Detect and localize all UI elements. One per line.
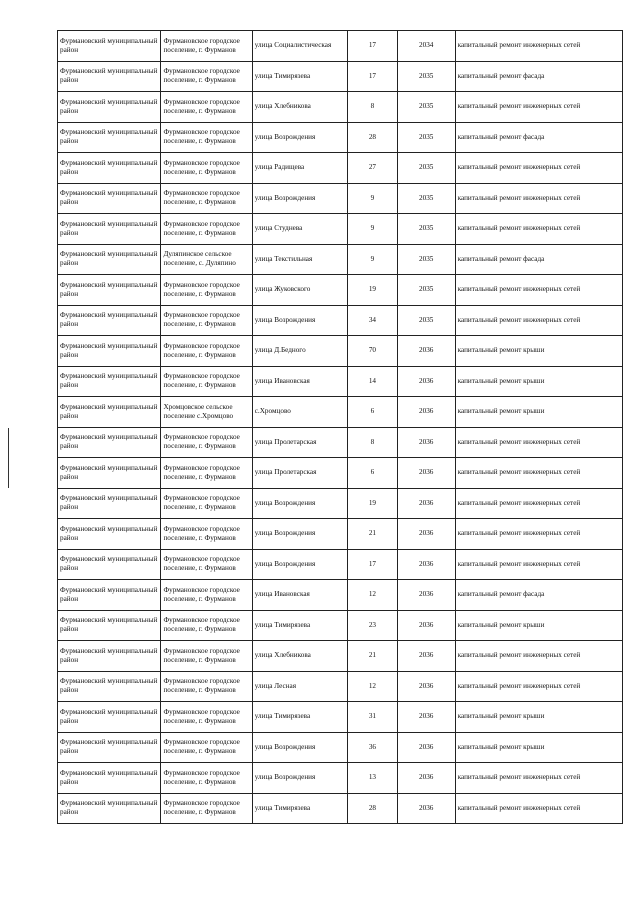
table-row xyxy=(58,580,623,611)
settlement-cell: Фурмановское городское поселение, г. Фурманов xyxy=(161,763,252,794)
table-row xyxy=(58,275,623,306)
district-cell: Фурмановский муниципальный район xyxy=(58,427,161,458)
year-cell: 2035 xyxy=(397,275,455,306)
year-cell: 2035 xyxy=(397,183,455,214)
settlement-cell: Фурмановское городское поселение, г. Фурманов xyxy=(161,519,252,550)
street-cell: улица Ивановская xyxy=(252,580,347,611)
settlement-cell: Фурмановское городское поселение, г. Фурманов xyxy=(161,153,252,184)
work-type-cell: капитальный ремонт инженерных сетей xyxy=(455,275,622,306)
house-number-cell: 27 xyxy=(348,153,398,184)
street-cell: улица Возрождения xyxy=(252,763,347,794)
house-number-cell: 36 xyxy=(348,732,398,763)
settlement-cell: Фурмановское городское поселение, г. Фурманов xyxy=(161,610,252,641)
street-cell: улица Жуковского xyxy=(252,275,347,306)
street-cell: улица Пролетарская xyxy=(252,427,347,458)
street-cell: улица Возрождения xyxy=(252,183,347,214)
street-cell: улица Текстильная xyxy=(252,244,347,275)
year-cell: 2036 xyxy=(397,610,455,641)
house-number-cell: 14 xyxy=(348,366,398,397)
work-type-cell: капитальный ремонт фасада xyxy=(455,61,622,92)
year-cell: 2035 xyxy=(397,244,455,275)
street-cell: улица Возрождения xyxy=(252,488,347,519)
settlement-cell: Фурмановское городское поселение, г. Фурманов xyxy=(161,641,252,672)
street-cell: с.Хромцово xyxy=(252,397,347,428)
district-cell: Фурмановский муниципальный район xyxy=(58,732,161,763)
district-cell: Фурмановский муниципальный район xyxy=(58,183,161,214)
house-number-cell: 9 xyxy=(348,244,398,275)
settlement-cell: Фурмановское городское поселение, г. Фурманов xyxy=(161,458,252,489)
house-number-cell: 28 xyxy=(348,793,398,824)
table-row xyxy=(58,488,623,519)
district-cell: Фурмановский муниципальный район xyxy=(58,214,161,245)
year-cell: 2036 xyxy=(397,763,455,794)
settlement-cell: Фурмановское городское поселение, г. Фурманов xyxy=(161,366,252,397)
work-type-cell: капитальный ремонт инженерных сетей xyxy=(455,641,622,672)
year-cell: 2036 xyxy=(397,519,455,550)
street-cell: улица Д.Бедного xyxy=(252,336,347,367)
table-row xyxy=(58,519,623,550)
street-cell: улица Тимирязева xyxy=(252,61,347,92)
table-row xyxy=(58,244,623,275)
table-row xyxy=(58,427,623,458)
district-cell: Фурмановский муниципальный район xyxy=(58,763,161,794)
district-cell: Фурмановский муниципальный район xyxy=(58,122,161,153)
district-cell: Фурмановский муниципальный район xyxy=(58,549,161,580)
table-row xyxy=(58,702,623,733)
table-row xyxy=(58,61,623,92)
work-type-cell: капитальный ремонт фасада xyxy=(455,244,622,275)
work-type-cell: капитальный ремонт крыши xyxy=(455,610,622,641)
house-number-cell: 8 xyxy=(348,92,398,123)
table-row xyxy=(58,122,623,153)
table-row xyxy=(58,153,623,184)
year-cell: 2035 xyxy=(397,92,455,123)
work-type-cell: капитальный ремонт крыши xyxy=(455,366,622,397)
table-row xyxy=(58,458,623,489)
settlement-cell: Фурмановское городское поселение, г. Фурманов xyxy=(161,214,252,245)
settlement-cell: Фурмановское городское поселение, г. Фурманов xyxy=(161,427,252,458)
district-cell: Фурмановский муниципальный район xyxy=(58,580,161,611)
settlement-cell: Фурмановское городское поселение, г. Фурманов xyxy=(161,275,252,306)
work-type-cell: капитальный ремонт инженерных сетей xyxy=(455,763,622,794)
year-cell: 2036 xyxy=(397,458,455,489)
house-number-cell: 6 xyxy=(348,397,398,428)
street-cell: улица Возрождения xyxy=(252,305,347,336)
street-cell: улица Возрождения xyxy=(252,519,347,550)
table-row xyxy=(58,336,623,367)
work-type-cell: капитальный ремонт инженерных сетей xyxy=(455,549,622,580)
year-cell: 2036 xyxy=(397,397,455,428)
year-cell: 2035 xyxy=(397,61,455,92)
settlement-cell: Дуляпинское сельское поселение, с. Дуляпино xyxy=(161,244,252,275)
work-type-cell: капитальный ремонт крыши xyxy=(455,702,622,733)
work-type-cell: капитальный ремонт крыши xyxy=(455,732,622,763)
work-type-cell: капитальный ремонт инженерных сетей xyxy=(455,458,622,489)
house-number-cell: 17 xyxy=(348,549,398,580)
table-body xyxy=(58,31,623,824)
year-cell: 2036 xyxy=(397,580,455,611)
work-type-cell: капитальный ремонт инженерных сетей xyxy=(455,153,622,184)
house-number-cell: 17 xyxy=(348,31,398,62)
work-type-cell: капитальный ремонт инженерных сетей xyxy=(455,214,622,245)
house-number-cell: 31 xyxy=(348,702,398,733)
document-page xyxy=(57,30,623,824)
district-cell: Фурмановский муниципальный район xyxy=(58,305,161,336)
table-row xyxy=(58,183,623,214)
table-row xyxy=(58,610,623,641)
house-number-cell: 28 xyxy=(348,122,398,153)
table-row xyxy=(58,732,623,763)
district-cell: Фурмановский муниципальный район xyxy=(58,92,161,123)
year-cell: 2035 xyxy=(397,214,455,245)
work-type-cell: капитальный ремонт крыши xyxy=(455,336,622,367)
district-cell: Фурмановский муниципальный район xyxy=(58,641,161,672)
table-row xyxy=(58,31,623,62)
settlement-cell: Фурмановское городское поселение, г. Фурманов xyxy=(161,31,252,62)
street-cell: улица Лесная xyxy=(252,671,347,702)
settlement-cell: Фурмановское городское поселение, г. Фурманов xyxy=(161,732,252,763)
house-number-cell: 12 xyxy=(348,671,398,702)
district-cell: Фурмановский муниципальный район xyxy=(58,671,161,702)
street-cell: улица Ивановская xyxy=(252,366,347,397)
page-edge-mark xyxy=(8,428,9,488)
house-number-cell: 8 xyxy=(348,427,398,458)
street-cell: улица Тимирязева xyxy=(252,793,347,824)
settlement-cell: Фурмановское городское поселение, г. Фурманов xyxy=(161,305,252,336)
table-row xyxy=(58,793,623,824)
table-row xyxy=(58,397,623,428)
year-cell: 2036 xyxy=(397,488,455,519)
work-type-cell: капитальный ремонт фасада xyxy=(455,580,622,611)
street-cell: улица Хлебникова xyxy=(252,641,347,672)
district-cell: Фурмановский муниципальный район xyxy=(58,610,161,641)
district-cell: Фурмановский муниципальный район xyxy=(58,519,161,550)
settlement-cell: Фурмановское городское поселение, г. Фурманов xyxy=(161,793,252,824)
work-type-cell: капитальный ремонт инженерных сетей xyxy=(455,31,622,62)
work-type-cell: капитальный ремонт крыши xyxy=(455,397,622,428)
street-cell: улица Тимирязева xyxy=(252,610,347,641)
settlement-cell: Фурмановское городское поселение, г. Фурманов xyxy=(161,92,252,123)
work-type-cell: капитальный ремонт инженерных сетей xyxy=(455,92,622,123)
settlement-cell: Фурмановское городское поселение, г. Фурманов xyxy=(161,61,252,92)
street-cell: улица Хлебникова xyxy=(252,92,347,123)
settlement-cell: Хромцовское сельское поселение с.Хромцово xyxy=(161,397,252,428)
house-number-cell: 19 xyxy=(348,488,398,519)
house-number-cell: 12 xyxy=(348,580,398,611)
street-cell: улица Возрождения xyxy=(252,122,347,153)
year-cell: 2036 xyxy=(397,366,455,397)
repair-schedule-table xyxy=(57,30,623,824)
year-cell: 2036 xyxy=(397,702,455,733)
house-number-cell: 9 xyxy=(348,214,398,245)
house-number-cell: 70 xyxy=(348,336,398,367)
settlement-cell: Фурмановское городское поселение, г. Фурманов xyxy=(161,488,252,519)
street-cell: улица Пролетарская xyxy=(252,458,347,489)
work-type-cell: капитальный ремонт инженерных сетей xyxy=(455,488,622,519)
street-cell: улица Студнева xyxy=(252,214,347,245)
house-number-cell: 21 xyxy=(348,641,398,672)
district-cell: Фурмановский муниципальный район xyxy=(58,793,161,824)
house-number-cell: 34 xyxy=(348,305,398,336)
table-row xyxy=(58,305,623,336)
year-cell: 2036 xyxy=(397,671,455,702)
district-cell: Фурмановский муниципальный район xyxy=(58,153,161,184)
table-row xyxy=(58,671,623,702)
year-cell: 2036 xyxy=(397,793,455,824)
district-cell: Фурмановский муниципальный район xyxy=(58,397,161,428)
district-cell: Фурмановский муниципальный район xyxy=(58,31,161,62)
district-cell: Фурмановский муниципальный район xyxy=(58,244,161,275)
street-cell: улица Радищева xyxy=(252,153,347,184)
table-row xyxy=(58,549,623,580)
settlement-cell: Фурмановское городское поселение, г. Фурманов xyxy=(161,336,252,367)
work-type-cell: капитальный ремонт инженерных сетей xyxy=(455,671,622,702)
year-cell: 2036 xyxy=(397,641,455,672)
district-cell: Фурмановский муниципальный район xyxy=(58,366,161,397)
district-cell: Фурмановский муниципальный район xyxy=(58,275,161,306)
street-cell: улица Тимирязева xyxy=(252,702,347,733)
settlement-cell: Фурмановское городское поселение, г. Фурманов xyxy=(161,671,252,702)
year-cell: 2035 xyxy=(397,153,455,184)
district-cell: Фурмановский муниципальный район xyxy=(58,702,161,733)
settlement-cell: Фурмановское городское поселение, г. Фурманов xyxy=(161,580,252,611)
work-type-cell: капитальный ремонт фасада xyxy=(455,122,622,153)
street-cell: улица Социалистическая xyxy=(252,31,347,62)
work-type-cell: капитальный ремонт инженерных сетей xyxy=(455,305,622,336)
district-cell: Фурмановский муниципальный район xyxy=(58,61,161,92)
year-cell: 2036 xyxy=(397,549,455,580)
district-cell: Фурмановский муниципальный район xyxy=(58,336,161,367)
work-type-cell: капитальный ремонт инженерных сетей xyxy=(455,793,622,824)
work-type-cell: капитальный ремонт инженерных сетей xyxy=(455,427,622,458)
table-row xyxy=(58,214,623,245)
settlement-cell: Фурмановское городское поселение, г. Фурманов xyxy=(161,122,252,153)
house-number-cell: 6 xyxy=(348,458,398,489)
house-number-cell: 23 xyxy=(348,610,398,641)
house-number-cell: 9 xyxy=(348,183,398,214)
work-type-cell: капитальный ремонт инженерных сетей xyxy=(455,519,622,550)
year-cell: 2036 xyxy=(397,732,455,763)
table-row xyxy=(58,366,623,397)
street-cell: улица Возрождения xyxy=(252,732,347,763)
house-number-cell: 19 xyxy=(348,275,398,306)
settlement-cell: Фурмановское городское поселение, г. Фурманов xyxy=(161,183,252,214)
district-cell: Фурмановский муниципальный район xyxy=(58,458,161,489)
work-type-cell: капитальный ремонт инженерных сетей xyxy=(455,183,622,214)
settlement-cell: Фурмановское городское поселение, г. Фурманов xyxy=(161,702,252,733)
settlement-cell: Фурмановское городское поселение, г. Фурманов xyxy=(161,549,252,580)
year-cell: 2036 xyxy=(397,427,455,458)
district-cell: Фурмановский муниципальный район xyxy=(58,488,161,519)
table-row xyxy=(58,763,623,794)
year-cell: 2035 xyxy=(397,122,455,153)
year-cell: 2036 xyxy=(397,336,455,367)
house-number-cell: 17 xyxy=(348,61,398,92)
street-cell: улица Возрождения xyxy=(252,549,347,580)
year-cell: 2035 xyxy=(397,305,455,336)
table-row xyxy=(58,92,623,123)
house-number-cell: 21 xyxy=(348,519,398,550)
table-row xyxy=(58,641,623,672)
year-cell: 2034 xyxy=(397,31,455,62)
house-number-cell: 13 xyxy=(348,763,398,794)
